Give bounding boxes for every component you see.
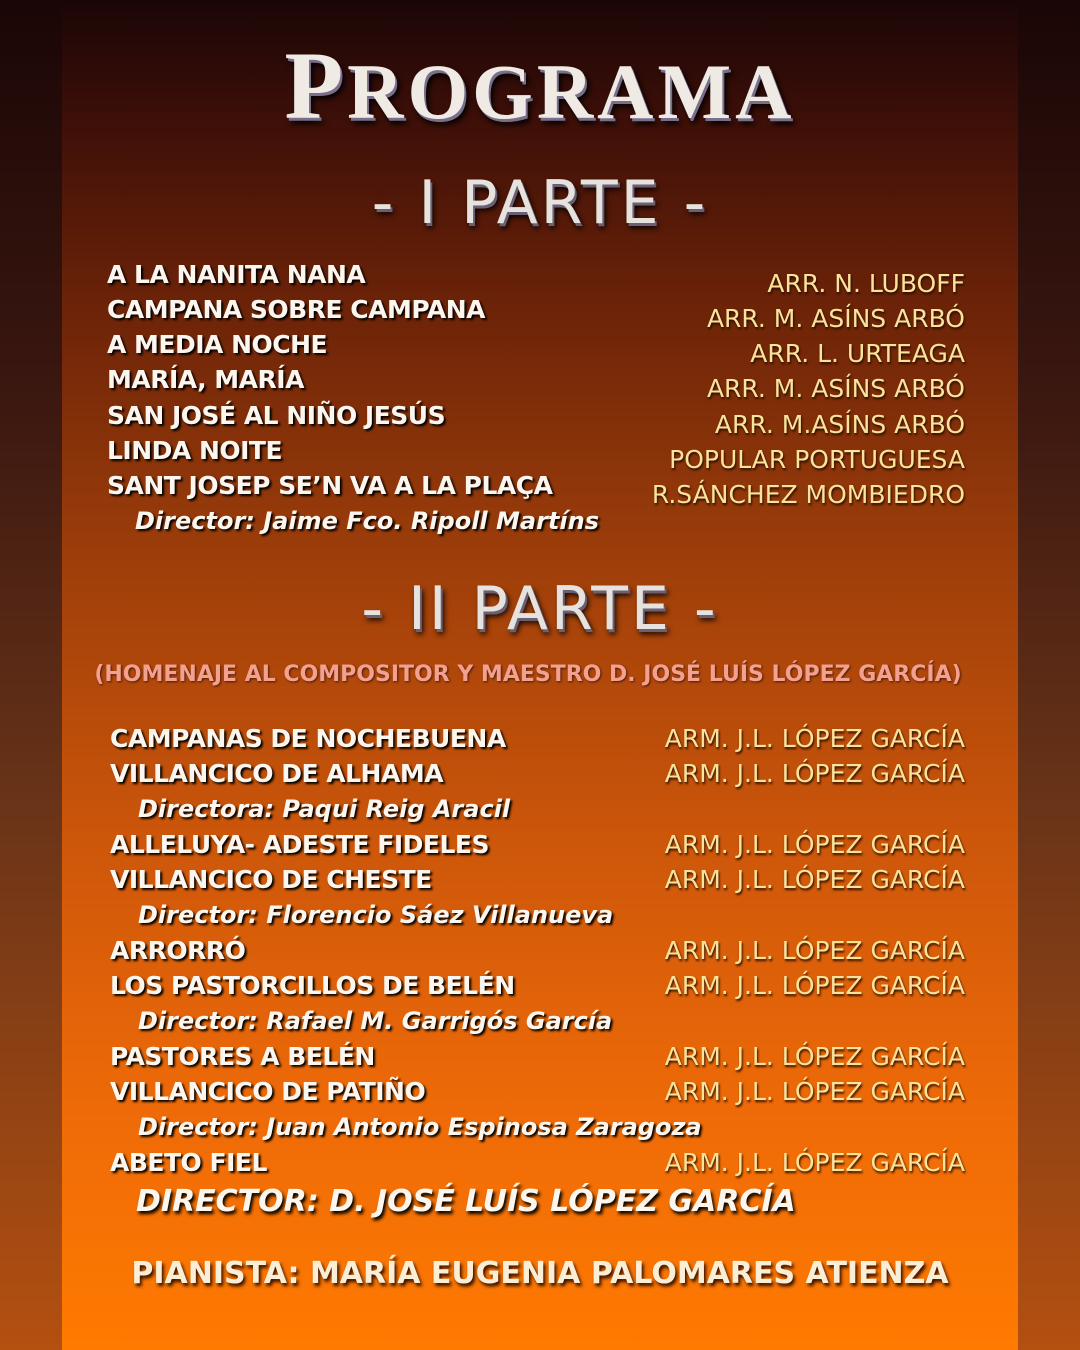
- pianist-credit: PIANISTA: MARÍA EUGENIA PALOMARES ATIENZA: [131, 1256, 949, 1291]
- arranger: ARR. N. LUBOFF: [767, 269, 965, 298]
- director-line: Directora: Paqui Reig Aracil: [138, 795, 511, 823]
- arranger: POPULAR PORTUGUESA: [669, 445, 965, 474]
- part1-heading: - I PARTE -: [371, 168, 709, 238]
- song-title: ABETO FIEL: [110, 1148, 267, 1177]
- song-title: VILLANCICO DE CHESTE: [110, 865, 432, 894]
- song-title: A LA NANITA NANA: [107, 260, 366, 289]
- arranger: ARM. J.L. LÓPEZ GARCÍA: [664, 724, 965, 753]
- song-title: LINDA NOITE: [107, 436, 283, 465]
- arranger: R.SÁNCHEZ MOMBIEDRO: [651, 480, 965, 509]
- director-line: Director: Florencio Sáez Villanueva: [138, 901, 614, 929]
- arranger: ARR. M. ASÍNS ARBÓ: [706, 304, 965, 333]
- arranger: ARM. J.L. LÓPEZ GARCÍA: [664, 759, 965, 788]
- song-title: VILLANCICO DE ALHAMA: [110, 759, 444, 788]
- homenaje-note: (HOMENAJE AL COMPOSITOR Y MAESTRO D. JOSÉ LUÍS LÓPEZ GARCÍA): [94, 662, 962, 687]
- main-director: DIRECTOR: D. JOSÉ LUÍS LÓPEZ GARCÍA: [136, 1184, 796, 1219]
- song-title: CAMPANA SOBRE CAMPANA: [107, 295, 485, 324]
- arranger: ARM. J.L. LÓPEZ GARCÍA: [664, 830, 965, 859]
- song-title: SAN JOSÉ AL NIÑO JESÚS: [107, 401, 446, 430]
- part2-heading: - II PARTE -: [361, 574, 719, 644]
- arranger: ARM. J.L. LÓPEZ GARCÍA: [664, 1148, 965, 1177]
- arranger: ARM. J.L. LÓPEZ GARCÍA: [664, 936, 965, 965]
- song-title: VILLANCICO DE PATIÑO: [110, 1077, 426, 1106]
- song-title: A MEDIA NOCHE: [107, 330, 328, 359]
- arranger: ARM. J.L. LÓPEZ GARCÍA: [664, 1077, 965, 1106]
- song-title: LOS PASTORCILLOS DE BELÉN: [110, 971, 515, 1000]
- song-title: MARÍA, MARÍA: [107, 365, 304, 394]
- page-title: PROGRAMA: [284, 32, 796, 139]
- song-title: PASTORES A BELÉN: [110, 1042, 375, 1071]
- director-line: Director: Rafael M. Garrigós García: [138, 1007, 613, 1035]
- director-line: Director: Juan Antonio Espinosa Zaragoza: [138, 1113, 702, 1141]
- song-title: CAMPANAS DE NOCHEBUENA: [110, 724, 506, 753]
- arranger: ARM. J.L. LÓPEZ GARCÍA: [664, 971, 965, 1000]
- arranger: ARM. J.L. LÓPEZ GARCÍA: [664, 1042, 965, 1071]
- song-title: ALLELUYA- ADESTE FIDELES: [110, 830, 490, 859]
- arranger: ARR. M.ASÍNS ARBÓ: [714, 410, 965, 439]
- arranger: ARR. L. URTEAGA: [750, 339, 965, 368]
- part1-director: Director: Jaime Fco. Ripoll Martíns: [135, 507, 599, 535]
- arranger: ARM. J.L. LÓPEZ GARCÍA: [664, 865, 965, 894]
- arranger: ARR. M. ASÍNS ARBÓ: [706, 374, 965, 403]
- song-title: SANT JOSEP SE’N VA A LA PLAÇA: [107, 471, 553, 500]
- song-title: ARRORRÓ: [110, 936, 246, 965]
